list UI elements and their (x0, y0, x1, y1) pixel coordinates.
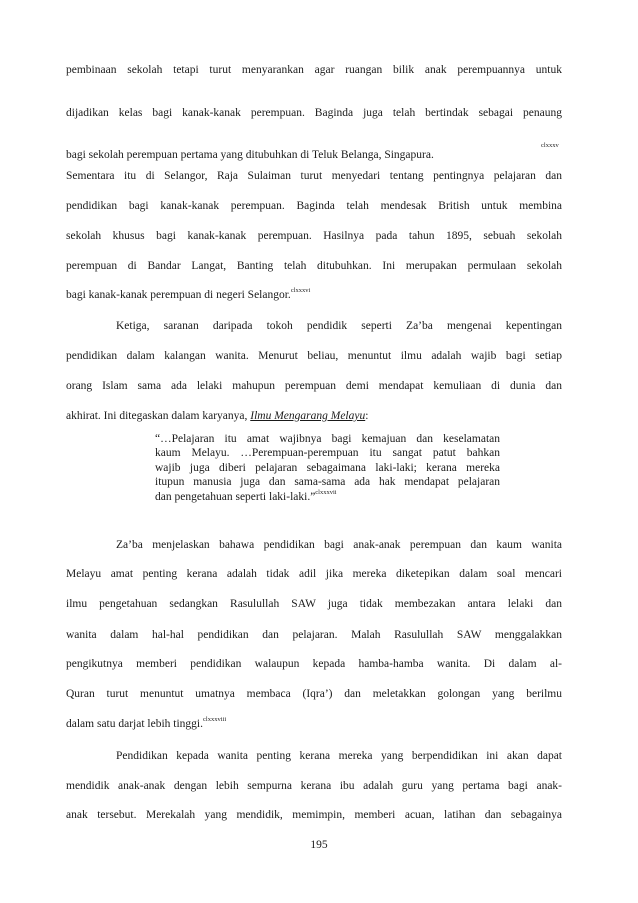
quote-line-5 (155, 490, 500, 504)
paragraph-1-line-3 (66, 148, 540, 162)
footnote-ref-clxxxvii: clxxxvii (315, 488, 337, 496)
paragraph-1-line-5: pendidikan bagi kanak-kanak perempuan. Baginda telah mendesak British untuk membina (66, 200, 562, 212)
quote-line-5-text: dan pengetahuan seperti laki-laki.” (155, 490, 316, 503)
paragraph-1-line-1: pembinaan sekolah tetapi turut menyarankan agar ruangan bilik anak perempuannya untuk (66, 64, 562, 76)
quote-line-1: “…Pelajaran itu amat wajibnya bagi kemajuan dan keselamatan (155, 433, 500, 445)
quote-line-3: wajib juga diberi pelajaran sebagaimana laki-laki; kerana mereka (155, 461, 500, 474)
paragraph-3-line-4: wanita dalam hal-hal pendidikan dan pelajaran. Malah Rasulullah SAW menggalakkan (66, 629, 562, 641)
footnote-ref-clxxxvi: clxxxvi (290, 287, 311, 294)
paragraph-3-line-5: pengikutnya memberi pendidikan walaupun kepada hamba-hamba wanita. Di dalam al- (66, 658, 562, 670)
paragraph-4-line-1: Pendidikan kepada wanita penting kerana mereka yang berpendidikan ini akan dapat (116, 750, 562, 762)
paragraph-3-line-6: Quran turut menuntut umatnya membaca (Iqra’) dan meletakkan golongan yang berilmu (66, 688, 562, 700)
paragraph-3-line-7 (66, 717, 562, 731)
paragraph-2-line-2: pendidikan dalam kalangan wanita. Menurut beliau, menuntut ilmu adalah wajib bagi setiap (66, 350, 562, 362)
paragraph-3-line-7-text: dalam satu darjat lebih tinggi. (66, 718, 204, 730)
paragraph-4-line-3: anak tersebut. Merekalah yang mendidik, memimpin, memberi acuan, latihan dan sebagainya (66, 809, 562, 821)
paragraph-4-line-2: mendidik anak-anak dengan lebih sempurna kerana ibu adalah guru yang pertama bagi anak- (66, 780, 562, 792)
paragraph-1-line-8 (66, 288, 562, 302)
book-title: Ilmu Mengarang Melayu (250, 410, 366, 422)
paragraph-1-line-2: dijadikan kelas bagi kanak-kanak perempuan. Baginda juga telah bertindak sebagai penaung (66, 107, 562, 119)
quote-line-4: itupun manusia juga dan sama-sama ada hak mendapat pelajaran (155, 476, 500, 489)
paragraph-1-line-6: sekolah khusus bagi kanak-kanak perempuan. Hasilnya pada tahun 1895, sebuah sekolah (66, 230, 562, 242)
paragraph-2-line-4 (66, 409, 562, 423)
paragraph-3-line-1: Za’ba menjelaskan bahawa pendidikan bagi anak-anak perempuan dan kaum wanita (116, 539, 562, 551)
page-number: 195 (310, 839, 328, 851)
paragraph-1-line-8-text: bagi kanak-kanak perempuan di negeri Selangor. (66, 289, 291, 301)
paragraph-3-line-3: ilmu pengetahuan sedangkan Rasulullah SAW juga tidak membezakan antara lelaki dan (66, 598, 562, 610)
paragraph-1-line-3-text: bagi sekolah perempuan pertama yang ditubuhkan di Teluk Belanga, Singapura. (66, 149, 434, 161)
footnote-ref-clxxxviii: clxxxviii (203, 716, 227, 723)
footnote-ref-clxxxv: clxxxv (541, 142, 559, 149)
paragraph-3-line-2: Melayu amat penting kerana adalah tidak adil jika mereka diketepikan dalam soal mencari (66, 568, 562, 580)
paragraph-2-line-4-text: akhirat. Ini ditegaskan dalam karyanya, (66, 410, 251, 422)
paragraph-2-line-3: orang Islam sama ada lelaki mahupun perempuan demi mendapat kemuliaan di dunia dan (66, 380, 562, 392)
paragraph-2-line-1: Ketiga, saranan daripada tokoh pendidik seperti Za’ba mengenai kepentingan (116, 320, 562, 332)
paragraph-1-line-7: perempuan di Bandar Langat, Banting telah ditubuhkan. Ini merupakan permulaan sekolah (66, 260, 562, 272)
paragraph-1-line-4: Sementara itu di Selangor, Raja Sulaiman turut menyedari tentang pentingnya pelajaran dan (66, 170, 562, 182)
colon: : (365, 410, 369, 422)
block-quote (155, 432, 500, 504)
quote-line-2: kaum Melayu. …Perempuan-perempuan itu sangat patut bahkan (155, 447, 500, 460)
